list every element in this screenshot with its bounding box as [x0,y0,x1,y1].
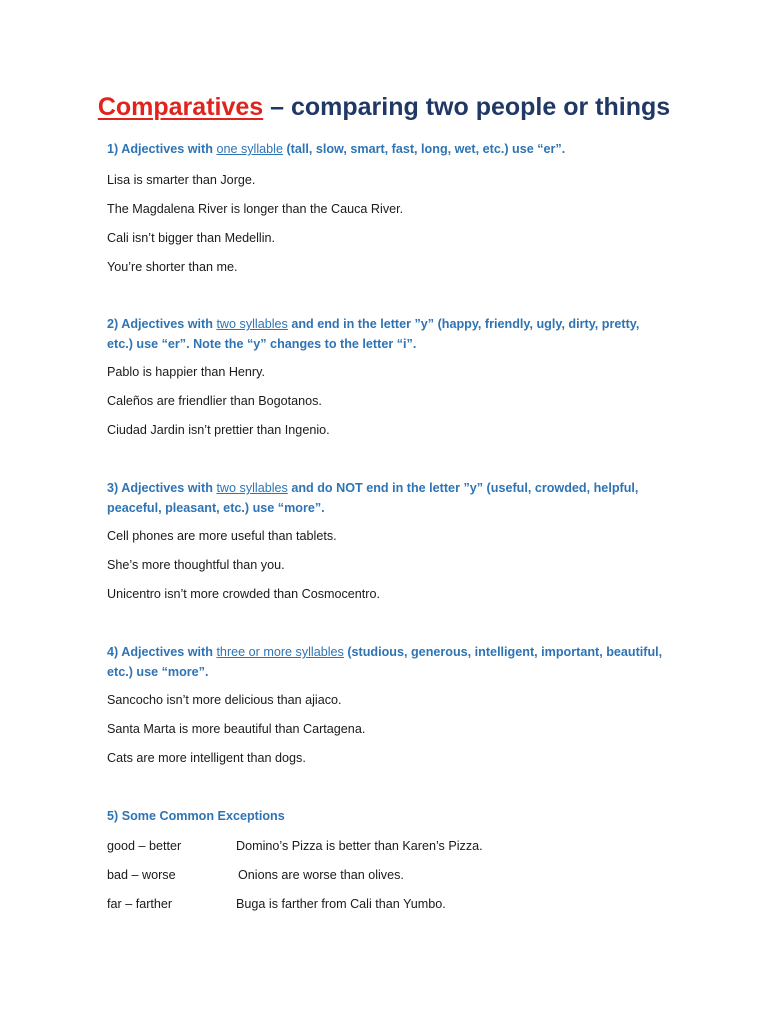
section-lead: Adjectives with [121,645,213,659]
section-lead: Adjectives with [121,142,213,156]
exception-forms: good – better [107,839,182,853]
sentence: Lisa is smarter than Jorge. [107,173,256,187]
sentence: Cali isn’t bigger than Medellin. [107,231,276,245]
section-rest: and do NOT end in the letter ”y” (useful, crowded, helpful, peaceful, pleasant, etc.) use “more”. [107,481,639,515]
title-rest: – comparing two people or things [263,93,671,121]
sentence: Unicentro isn’t more crowded than Cosmocentro. [107,587,380,601]
sentence: Ciudad Jardin isn’t prettier than Ingenio. [107,423,330,437]
exception-forms: bad – worse [107,868,176,882]
section-rest: and end in the letter ”y” (happy, friendly, ugly, dirty, pretty, etc.) use “er”. Note the “y” changes to the letter “i”. [107,317,640,351]
section-number: 1) [107,142,119,156]
section-number: 2) [107,317,119,331]
sentence: The Magdalena River is longer than the Cauca River. [107,202,404,216]
exception-example: Domino’s Pizza is better than Karen’s Pizza. [236,839,483,853]
sentence: She’s more thoughtful than you. [107,558,285,572]
section-number: 3) [107,481,119,495]
section-number: 4) [107,645,119,659]
exception-example: Buga is farther from Cali than Yumbo. [236,897,446,911]
sentence: You’re shorter than me. [107,260,238,274]
sentence: Pablo is happier than Henry. [107,365,265,379]
section-underlined: two syllables [216,317,288,331]
section-underlined: two syllables [216,481,288,495]
section-3-heading [107,478,667,518]
sentence: Cell phones are more useful than tablets. [107,529,337,543]
sentence: Sancocho isn’t more delicious than ajiaco. [107,693,342,707]
section-5-heading: 5) Some Common Exceptions [107,809,285,823]
section-lead: Adjectives with [121,317,213,331]
section-4-heading [107,642,667,682]
section-underlined: three or more syllables [216,645,344,659]
section-rest: (studious, generous, intelligent, important, beautiful, etc.) use “more”. [107,645,663,679]
title-highlight: Comparatives [97,93,264,121]
exception-forms: far – farther [107,897,173,911]
section-2-heading [107,314,667,354]
exception-example: Onions are worse than olives. [238,868,404,882]
sentence: Caleños are friendlier than Bogotanos. [107,394,322,408]
page-title [0,93,768,122]
section-rest: (tall, slow, smart, fast, long, wet, etc.) use “er”. [286,142,566,156]
sentence: Cats are more intelligent than dogs. [107,751,306,765]
sentence: Santa Marta is more beautiful than Cartagena. [107,722,366,736]
section-lead: Adjectives with [121,481,213,495]
section-1-heading [107,139,667,159]
section-underlined: one syllable [216,142,283,156]
